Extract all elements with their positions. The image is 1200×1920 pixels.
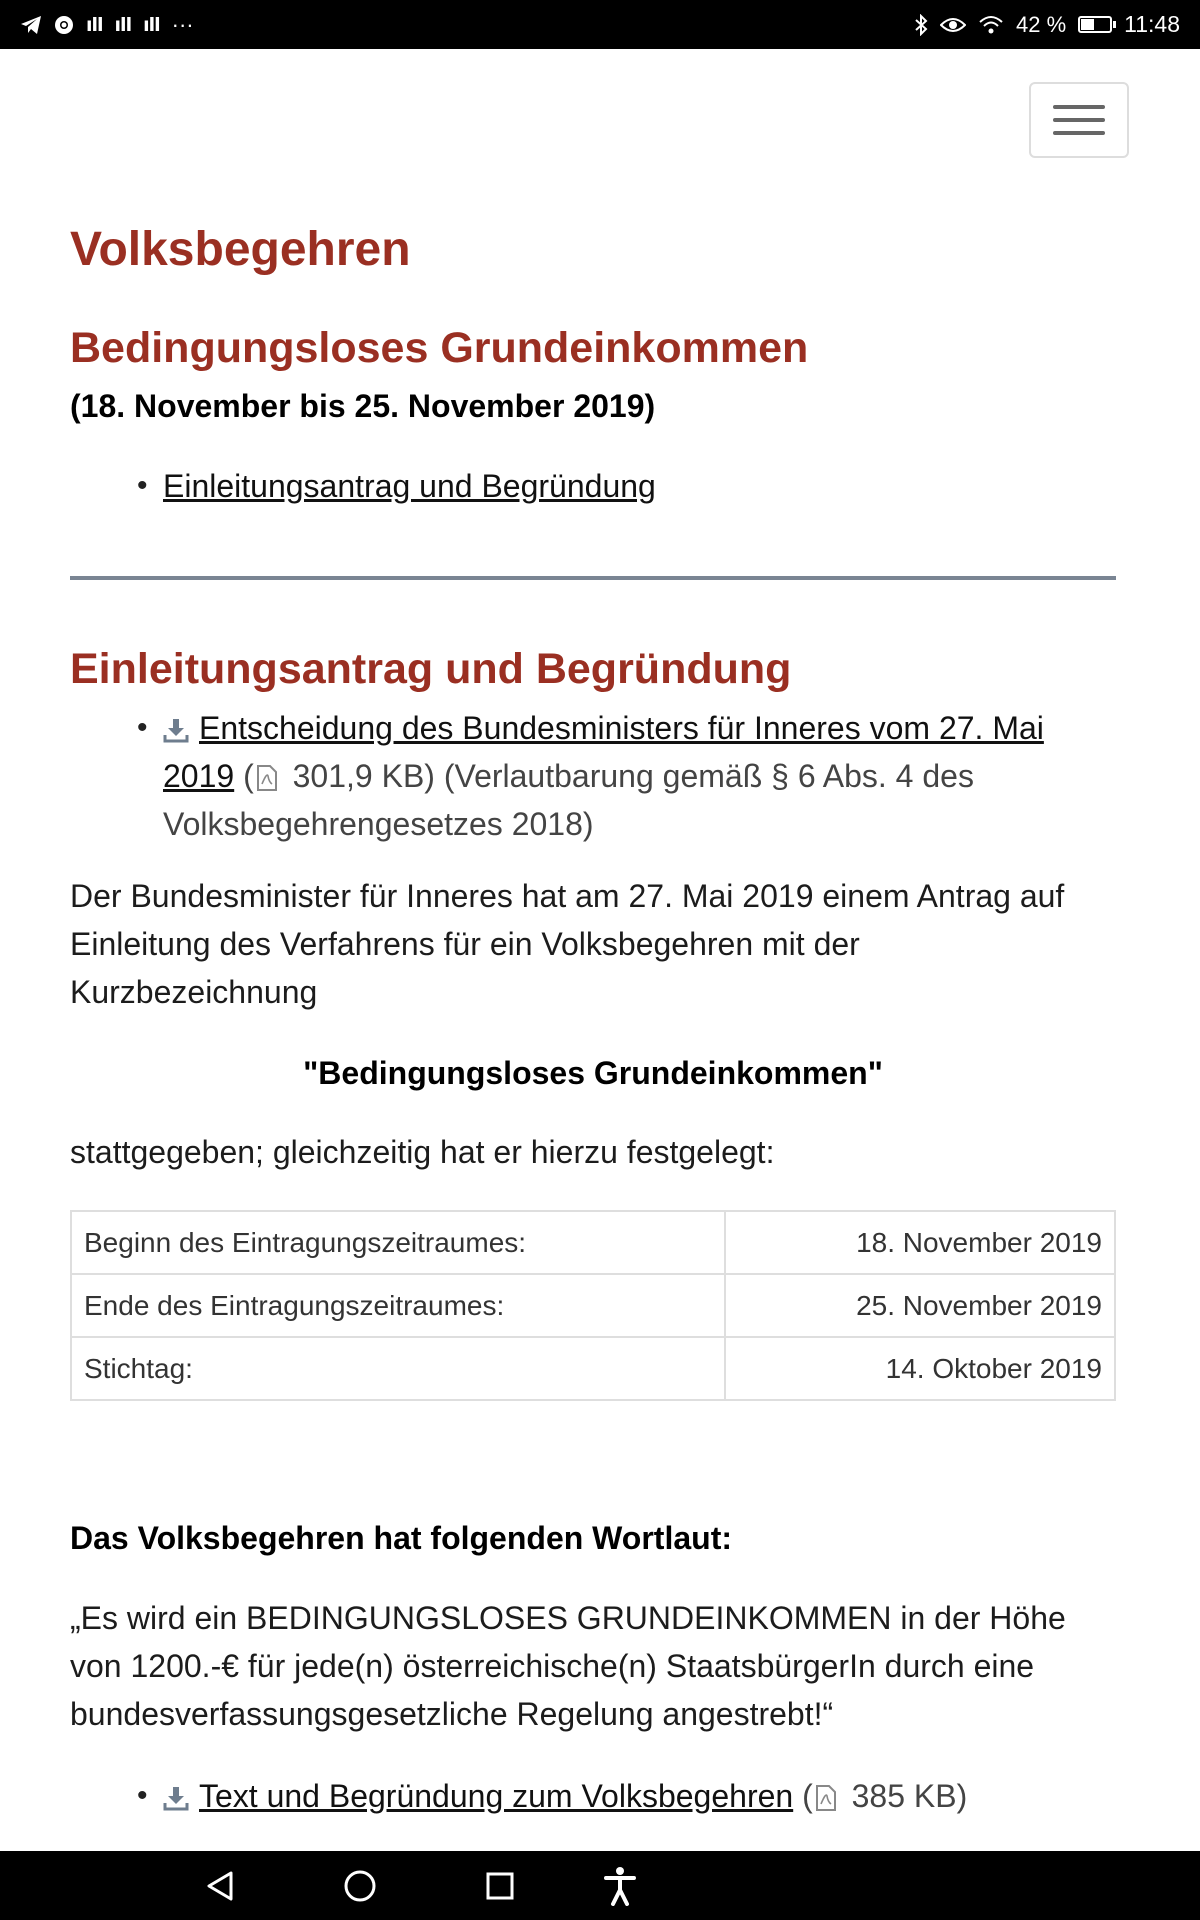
table-cell-value: 25. November 2019	[725, 1274, 1115, 1337]
quote-line-1: „Es wird ein BEDINGUNGSLOSES GRUNDEINKOMMEN in der Höhe	[70, 1600, 1066, 1636]
status-bar-left	[20, 12, 194, 38]
bullet-dot: •	[137, 711, 148, 744]
paragraph-stattgegeben: stattgegeben; gleichzeitig hat er hierzu festgelegt:	[70, 1134, 775, 1170]
menu-button[interactable]	[1029, 82, 1129, 158]
intro-line-3: Kurzbezeichnung	[70, 974, 318, 1010]
toc-link-einleitungsantrag[interactable]: Einleitungsantrag und Begründung	[163, 468, 656, 504]
page-title: Volksbegehren	[70, 223, 411, 276]
date-range: (18. November bis 25. November 2019)	[70, 388, 656, 424]
table-row	[71, 1211, 1115, 1274]
wortlaut-heading: Das Volksbegehren hat folgenden Wortlaut:	[70, 1520, 732, 1556]
hamburger-icon-line	[1053, 118, 1105, 122]
section-divider	[70, 576, 1116, 580]
accessibility-icon	[603, 1866, 637, 1906]
intro-line-1: Der Bundesminister für Inneres hat am 27. Mai 2019 einem Antrag auf	[70, 878, 1065, 914]
quoted-name: "Bedingungsloses Grundeinkommen"	[303, 1055, 883, 1091]
file-size: 301,9 KB)	[283, 758, 435, 794]
signal-icon-1: ıll	[86, 13, 103, 36]
battery-icon	[1078, 16, 1112, 33]
document-link-text-begruendung[interactable]: Text und Begründung zum Volksbegehren	[199, 1778, 794, 1814]
bullet-dot: •	[137, 469, 148, 502]
pdf-icon	[815, 1784, 837, 1812]
bluetooth-icon	[914, 14, 928, 36]
section-title: Einleitungsantrag und Begründung	[70, 645, 792, 693]
hamburger-icon-line	[1053, 131, 1105, 135]
wortlaut-quote	[70, 1594, 1066, 1738]
table-cell-label: Stichtag:	[71, 1337, 725, 1400]
table-cell-value: 18. November 2019	[725, 1211, 1115, 1274]
hamburger-icon-line	[1053, 105, 1105, 109]
signal-icon-2: ıll	[114, 13, 132, 36]
battery-percent: 42 %	[1015, 11, 1067, 37]
system-navigation-bar	[0, 1851, 1200, 1920]
dates-table	[70, 1210, 1116, 1401]
intro-line-2: Einleitung des Verfahrens für ein Volksbegehren mit der	[70, 926, 860, 962]
chrome-icon	[54, 15, 74, 35]
home-circle-icon	[343, 1869, 377, 1903]
nav-accessibility-button[interactable]	[580, 1851, 660, 1920]
document-link-entscheidung[interactable]: Entscheidung des Bundesministers für Inneres vom 27. Mai	[199, 710, 1044, 746]
pdf-icon	[256, 764, 278, 792]
bullet-dot: •	[137, 1779, 148, 1812]
document-note: (Verlautbarung gemäß § 6 Abs. 4 des	[434, 758, 974, 794]
wifi-icon	[978, 15, 1004, 35]
nav-back-button[interactable]	[180, 1851, 260, 1920]
download-icon	[163, 717, 189, 743]
document-list-item	[137, 1772, 968, 1820]
nav-home-button[interactable]	[320, 1851, 400, 1920]
eye-comfort-icon	[940, 16, 966, 34]
more-notifications-icon: ···	[171, 11, 194, 37]
table-row	[71, 1337, 1115, 1400]
toc-list-item	[137, 462, 656, 510]
file-size: 385 KB)	[842, 1778, 968, 1814]
table-cell-value: 14. Oktober 2019	[725, 1337, 1115, 1400]
table-cell-label: Ende des Eintragungszeitraumes:	[71, 1274, 725, 1337]
status-bar-right	[914, 11, 1180, 38]
status-bar	[0, 0, 1200, 49]
quote-line-3: bundesverfassungsgesetzliche Regelung angestrebt!“	[70, 1696, 834, 1732]
quote-line-2: von 1200.-€ für jede(n) österreichische(n) StaatsbürgerIn durch eine	[70, 1648, 1035, 1684]
table-row	[71, 1274, 1115, 1337]
table-cell-label: Beginn des Eintragungszeitraumes:	[71, 1211, 725, 1274]
clock: 11:48	[1124, 11, 1180, 37]
paren-open: (	[793, 1778, 813, 1814]
recents-square-icon	[485, 1871, 515, 1901]
signal-icon-3: ıll	[143, 13, 160, 36]
document-note-cont: Volksbegehrengesetzes 2018)	[163, 806, 594, 842]
nav-recents-button[interactable]	[460, 1851, 540, 1920]
page-subtitle: Bedingungsloses Grundeinkommen	[70, 324, 809, 372]
document-link-entscheidung-cont[interactable]: 2019	[163, 758, 235, 794]
paren-open: (	[234, 758, 254, 794]
download-icon	[163, 1785, 189, 1811]
intro-paragraph	[70, 872, 1064, 1016]
document-list-item	[137, 704, 1113, 848]
back-triangle-icon	[205, 1870, 235, 1902]
telegram-icon	[20, 15, 42, 35]
